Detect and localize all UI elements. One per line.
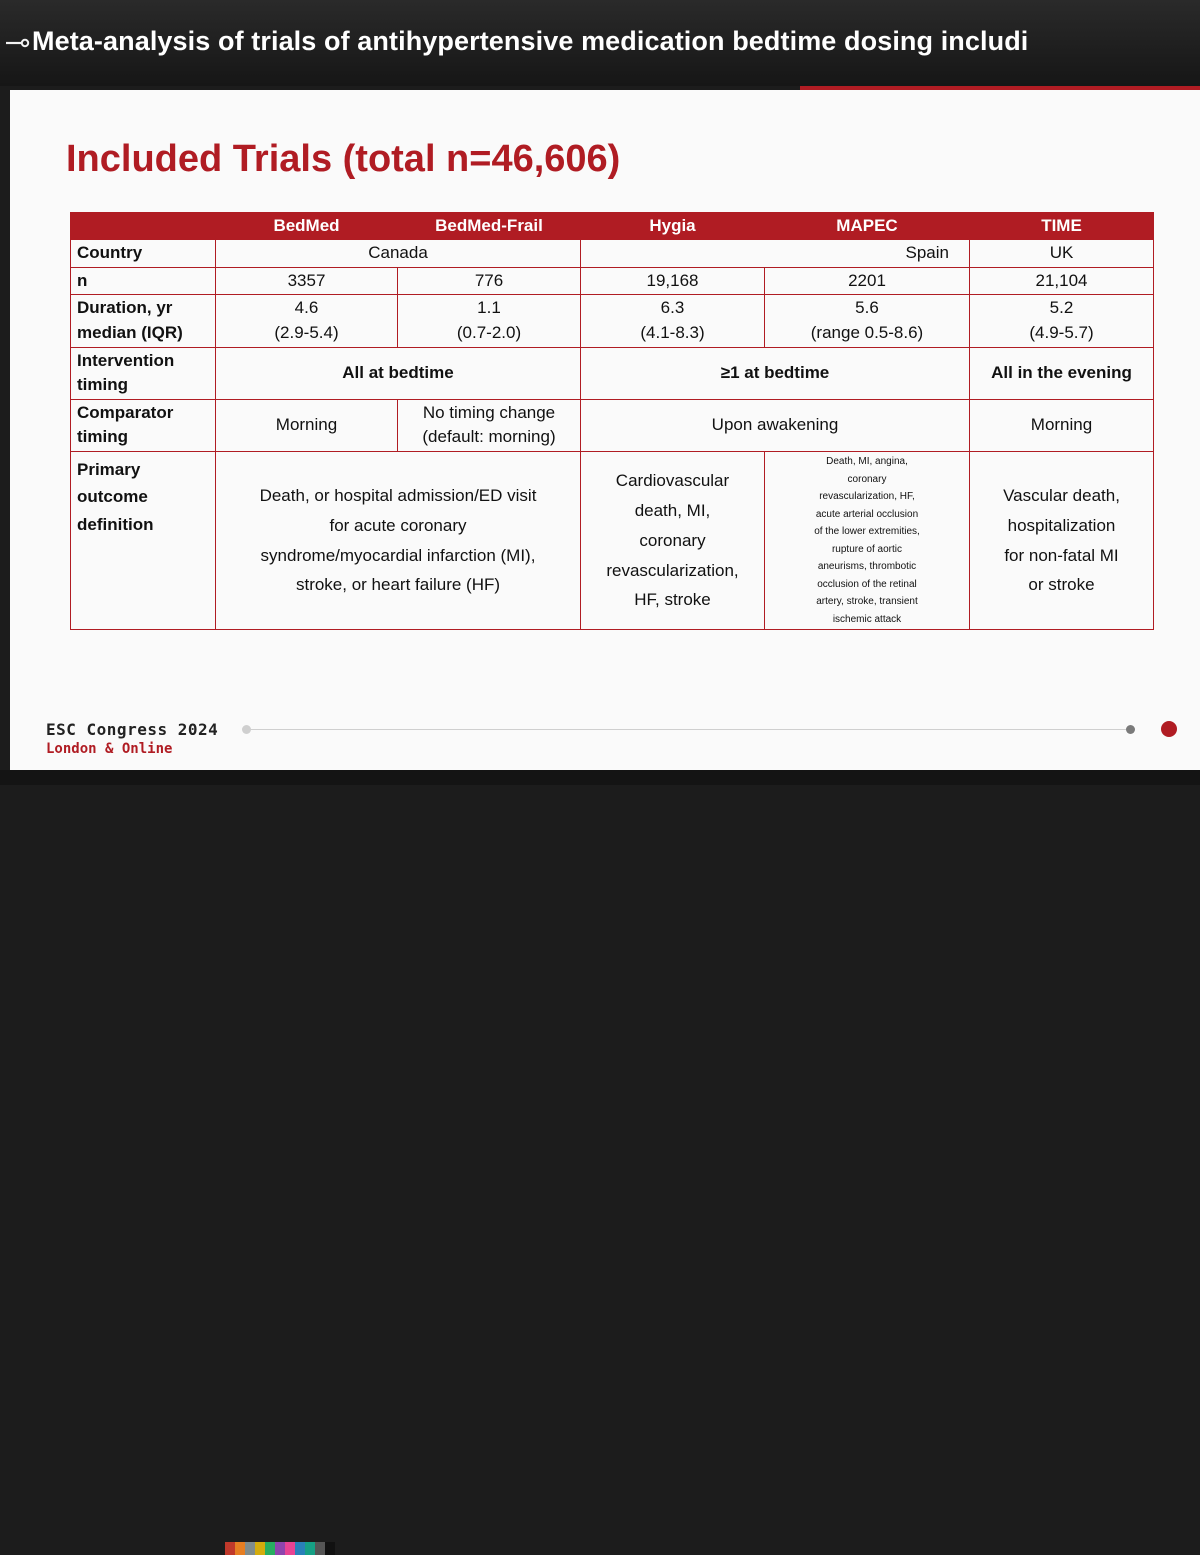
cell-outcome-time [970, 452, 1154, 630]
banner-headline: Meta-analysis of trials of antihypertensive medication bedtime dosing includi [32, 26, 1029, 56]
row-label-n: n [71, 267, 216, 295]
slide-title: Included Trials (total n=46,606) [66, 138, 621, 180]
cell-duration-bedmed [216, 295, 398, 347]
swatch [265, 1542, 275, 1555]
outcome-line: stroke, or heart failure (HF) [295, 575, 501, 595]
duration-range: (0.7-2.0) [456, 322, 522, 342]
swatch [225, 1542, 235, 1555]
duration-median: 1.1 [477, 298, 501, 318]
table-row-intervention [71, 347, 1154, 399]
row-label-intervention-line2: timing [77, 375, 128, 395]
duration-range: (4.1-8.3) [640, 322, 705, 342]
column-header-bedmed-frail: BedMed-Frail [398, 213, 581, 240]
column-header-time: TIME [970, 213, 1154, 240]
table-header-row [71, 213, 1154, 240]
table-row-duration [71, 295, 1154, 347]
table-row-comparator [71, 399, 1154, 451]
table-row-country [71, 240, 1154, 268]
cell-n-mapec: 2201 [765, 267, 970, 295]
footer-current-slide-dot [1161, 721, 1177, 737]
outcome-line: Cardiovascular [615, 471, 730, 491]
row-label-comparator [71, 399, 216, 451]
outcome-line: occlusion of the retinal [817, 578, 917, 590]
outcome-line: for acute coronary [329, 515, 467, 535]
duration-range: (2.9-5.4) [274, 322, 339, 342]
cell-duration-time [970, 295, 1154, 347]
outcome-line: or stroke [1028, 575, 1095, 595]
cell-country-uk: UK [970, 240, 1154, 268]
row-label-comparator-line2: timing [77, 427, 128, 447]
cell-duration-hygia [581, 295, 765, 347]
cell-intervention-spain-group: ≥1 at bedtime [581, 347, 970, 399]
row-label-duration [71, 295, 216, 347]
video-bottom-strip [0, 770, 1200, 785]
row-label-duration-line1: Duration, yr [77, 298, 173, 318]
cell-n-time: 21,104 [970, 267, 1154, 295]
row-label-comparator-line1: Comparator [77, 402, 174, 422]
cell-comparator-bedmed-frail [398, 399, 581, 451]
cell-outcome-bedmed-group [216, 452, 581, 630]
comparator-frail-line2: (default: morning) [422, 427, 556, 447]
outcome-line: HF, stroke [634, 590, 711, 610]
table-row-outcome [71, 452, 1154, 630]
swatch [305, 1542, 315, 1555]
column-header-mapec: MAPEC [765, 213, 970, 240]
header-corner [71, 213, 216, 240]
cell-country-spain: Spain [581, 240, 970, 268]
outcome-line: for non-fatal MI [1004, 545, 1119, 565]
duration-range: (range 0.5-8.6) [810, 322, 924, 342]
swatch [245, 1542, 255, 1555]
swatch [315, 1542, 325, 1555]
swatch [325, 1542, 335, 1555]
cell-n-bedmed: 3357 [216, 267, 398, 295]
swatch [295, 1542, 305, 1555]
outcome-line: artery, stroke, transient [816, 596, 918, 608]
row-label-outcome-line1: Primary [77, 460, 141, 480]
cell-n-hygia: 19,168 [581, 267, 765, 295]
cell-comparator-spain-group: Upon awakening [581, 399, 970, 451]
outcome-line: rupture of aortic [831, 543, 903, 555]
slide [10, 90, 1200, 770]
row-label-outcome [71, 452, 216, 630]
outcome-line: Death, MI, angina, [826, 456, 908, 468]
row-label-country: Country [71, 240, 216, 268]
row-label-intervention-line1: Intervention [77, 350, 175, 370]
duration-median: 6.3 [660, 298, 685, 318]
cell-country-canada: Canada [216, 240, 581, 268]
footer-progress-dot [1126, 725, 1135, 734]
outcome-line: hospitalization [1007, 515, 1116, 535]
outcome-line: death, MI, [634, 501, 711, 520]
cell-comparator-bedmed: Morning [216, 399, 398, 451]
duration-median: 4.6 [294, 298, 319, 318]
cell-duration-bedmed-frail [398, 295, 581, 347]
cell-n-bedmed-frail: 776 [398, 267, 581, 295]
outcome-line: coronary [847, 473, 887, 485]
cell-comparator-time: Morning [970, 399, 1154, 451]
footer-progress-line [246, 729, 1126, 730]
cell-intervention-time: All in the evening [970, 347, 1154, 399]
outcome-line: acute arterial occlusion [815, 508, 919, 520]
column-header-hygia: Hygia [581, 213, 765, 240]
swatch [285, 1542, 295, 1555]
included-trials-table [70, 212, 1154, 630]
swatch [275, 1542, 285, 1555]
comparator-frail-line1: No timing change [422, 402, 556, 422]
duration-range: (4.9-5.7) [1029, 322, 1094, 342]
swatch [255, 1542, 265, 1555]
duration-median: 5.2 [1049, 298, 1074, 318]
footer-congress-name: ESC Congress 2024 [46, 720, 219, 739]
outcome-line: ischemic attack [832, 613, 902, 625]
top-banner [0, 0, 1200, 86]
duration-median: 5.6 [855, 298, 879, 318]
footer-location: London & Online [46, 741, 173, 757]
outcome-line: syndrome/myocardial infarction (MI), [260, 545, 536, 565]
column-header-bedmed: BedMed [216, 213, 398, 240]
outcome-line: coronary [639, 530, 706, 550]
color-swatch-strip [225, 1542, 335, 1555]
outcome-line: revascularization, HF, [819, 491, 915, 503]
row-label-intervention [71, 347, 216, 399]
cell-duration-mapec [765, 295, 970, 347]
menu-icon[interactable] [4, 30, 30, 56]
cell-outcome-mapec [765, 452, 970, 630]
outcome-line: of the lower extremities, [814, 526, 920, 538]
outcome-line: Vascular death, [1003, 486, 1120, 506]
table-row-n [71, 267, 1154, 295]
outcome-line: revascularization, [606, 560, 739, 580]
cell-intervention-bedmed-group: All at bedtime [216, 347, 581, 399]
row-label-outcome-line2: outcome [77, 487, 148, 507]
outcome-line: Death, or hospital admission/ED visit [259, 486, 537, 506]
swatch [235, 1542, 245, 1555]
row-label-duration-line2: median (IQR) [77, 322, 183, 342]
outcome-line: aneurisms, thrombotic [817, 561, 917, 573]
row-label-outcome-line3: definition [77, 514, 154, 534]
cell-outcome-hygia [581, 452, 765, 630]
footer-progress-start-dot [242, 725, 251, 734]
